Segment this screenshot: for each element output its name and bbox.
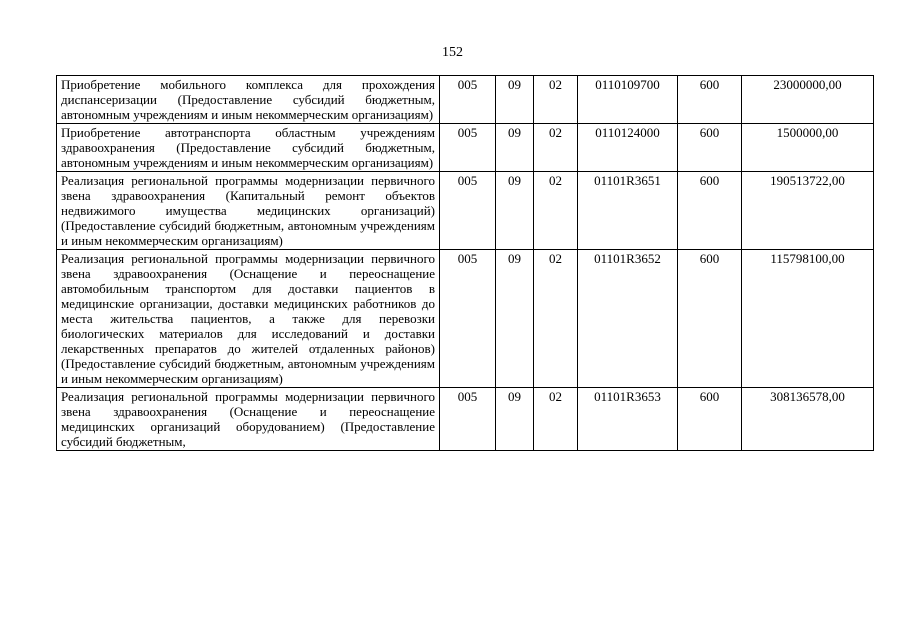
- row-description: Реализация региональной программы модернизации первичного звена здравоохранения (Оснащение и переоснащение автомобильным транспортом для доставки пациентов в медицинские организации, доставки медицинских работников до места жительства пациентов, а также для перевозки биологических материалов для исследований и доставки лекарственных препаратов до жителей отдаленных районов) (Предоставление субсидий бюджетным, автономным учреждениям и иным некоммерческим организациям): [57, 250, 440, 388]
- subsection-code: 02: [534, 250, 578, 388]
- subsection-code: 02: [534, 124, 578, 172]
- section-code: 09: [496, 250, 534, 388]
- expense-type-code: 600: [678, 250, 742, 388]
- page-number: 152: [442, 45, 463, 60]
- ministry-code: 005: [440, 76, 496, 124]
- ministry-code: 005: [440, 124, 496, 172]
- amount-value: 1500000,00: [742, 124, 874, 172]
- ministry-code: 005: [440, 172, 496, 250]
- target-article-code: 01101R3653: [578, 388, 678, 451]
- expense-type-code: 600: [678, 388, 742, 451]
- expense-type-code: 600: [678, 172, 742, 250]
- target-article-code: 01101R3652: [578, 250, 678, 388]
- section-code: 09: [496, 124, 534, 172]
- section-code: 09: [496, 172, 534, 250]
- amount-value: 308136578,00: [742, 388, 874, 451]
- subsection-code: 02: [534, 388, 578, 451]
- section-code: 09: [496, 76, 534, 124]
- row-description: Реализация региональной программы модернизации первичного звена здравоохранения (Капитальный ремонт объектов недвижимого имущества медицинских организаций) (Предоставление субсидий бюджетным, автономным учреждениям и иным некоммерческим организациям): [57, 172, 440, 250]
- ministry-code: 005: [440, 388, 496, 451]
- table-row: [57, 76, 874, 124]
- expense-type-code: 600: [678, 124, 742, 172]
- target-article-code: 0110109700: [578, 76, 678, 124]
- section-code: 09: [496, 388, 534, 451]
- target-article-code: 0110124000: [578, 124, 678, 172]
- table-row: [57, 388, 874, 451]
- ministry-code: 005: [440, 250, 496, 388]
- subsection-code: 02: [534, 172, 578, 250]
- amount-value: 23000000,00: [742, 76, 874, 124]
- target-article-code: 01101R3651: [578, 172, 678, 250]
- table-row: [57, 250, 874, 388]
- table-row: [57, 124, 874, 172]
- table-row: [57, 172, 874, 250]
- budget-table: [56, 75, 874, 451]
- amount-value: 190513722,00: [742, 172, 874, 250]
- row-description: Приобретение мобильного комплекса для прохождения диспансеризации (Предоставление субсидий бюджетным, автономным учреждениям и иным некоммерческим организациям): [57, 76, 440, 124]
- amount-value: 115798100,00: [742, 250, 874, 388]
- row-description: Реализация региональной программы модернизации первичного звена здравоохранения (Оснащение и переоснащение медицинских организаций оборудованием) (Предоставление субсидий бюджетным,: [57, 388, 440, 451]
- expense-type-code: 600: [678, 76, 742, 124]
- row-description: Приобретение автотранспорта областным учреждениям здравоохранения (Предоставление субсидий бюджетным, автономным учреждениям и иным некоммерческим организациям): [57, 124, 440, 172]
- subsection-code: 02: [534, 76, 578, 124]
